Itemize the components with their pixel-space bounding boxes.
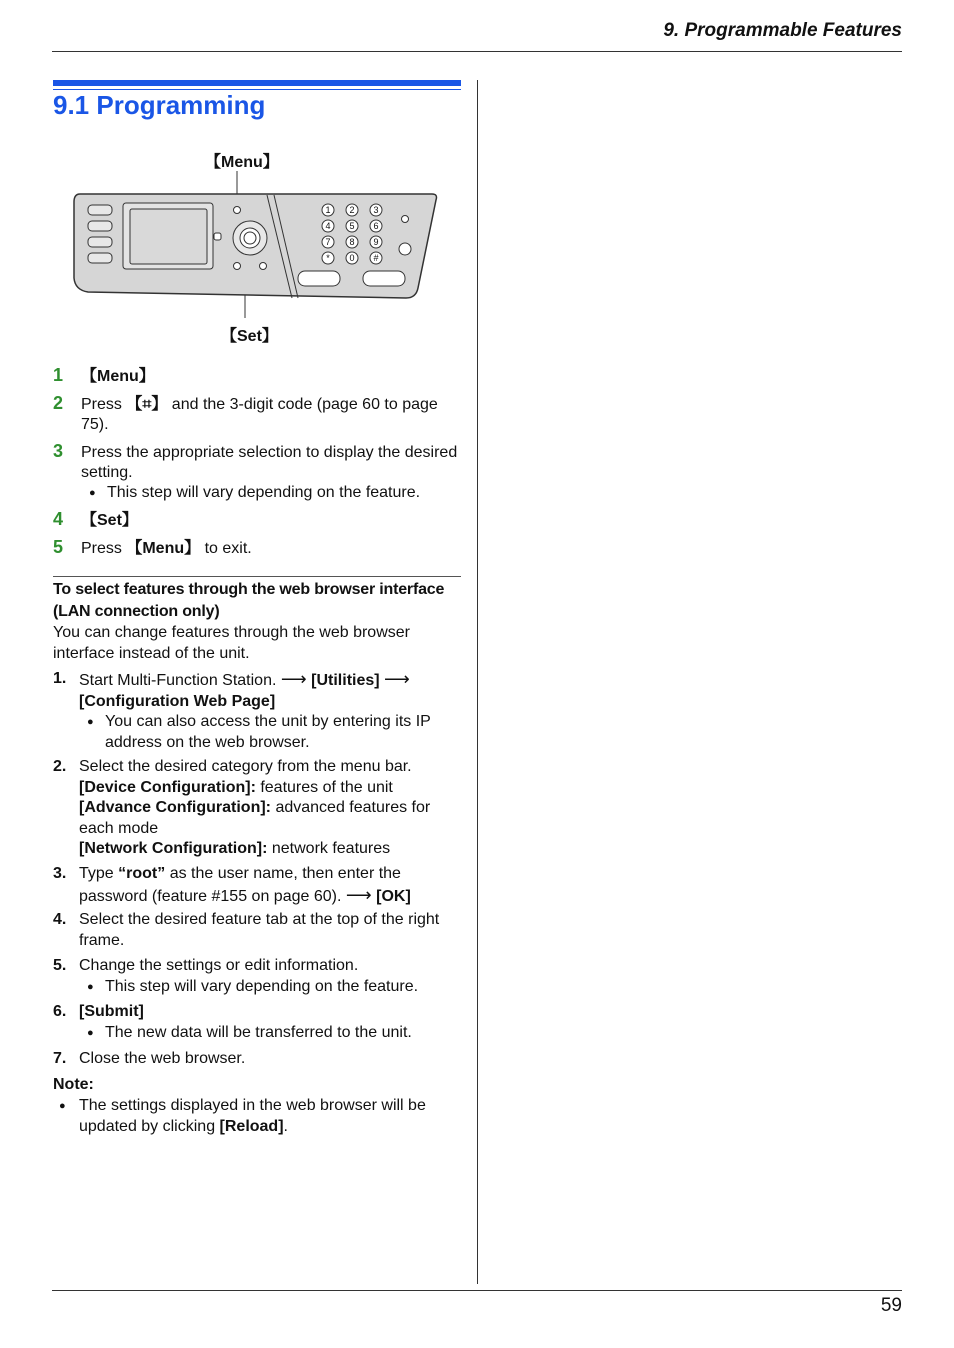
step-number: 5 xyxy=(53,537,64,557)
subsection-intro: You can change features through the web browser interface instead of the unit. xyxy=(53,624,410,662)
side-button-1 xyxy=(88,205,112,215)
footer-rule xyxy=(52,1290,902,1291)
web-step-number: 3. xyxy=(53,865,67,882)
header-rule xyxy=(52,51,902,52)
root-username: “root” xyxy=(118,865,166,882)
web-step-text: Type xyxy=(79,865,119,882)
subsection-rule xyxy=(53,576,461,577)
ok-label: [OK] xyxy=(376,887,411,905)
set-callout: 【Set】 xyxy=(221,328,278,345)
step-number: 4 xyxy=(53,509,64,529)
web-step-number: 5. xyxy=(53,957,67,974)
category-label: [Network Configuration]: xyxy=(79,840,268,857)
step-number: 3 xyxy=(53,441,64,461)
reload-label: [Reload] xyxy=(219,1117,284,1135)
keypad-key-label: * xyxy=(326,253,330,263)
step-text: 【Set】 xyxy=(81,512,138,529)
web-step-number: 4. xyxy=(53,911,67,928)
panel-key-c xyxy=(402,216,409,223)
note-label: Note: xyxy=(53,1076,94,1093)
web-step-text-rest: as the user name, then enter the password (feature #155 on page 60). xyxy=(79,865,401,905)
arrow-icon: ⟶ xyxy=(280,669,307,689)
config-web-page-label: [Configuration Web Page] xyxy=(79,692,276,710)
section-title: 9.1 Programming xyxy=(53,90,266,120)
keypad-key-label: 6 xyxy=(373,221,379,231)
category-label: [Advance Configuration]: xyxy=(79,799,271,816)
step-main-text: Press the appropriate selection to display the desired setting. xyxy=(81,444,458,481)
web-step-number: 7. xyxy=(53,1050,67,1067)
web-step-bullet: ● The new data will be transferred to the unit. xyxy=(79,1023,461,1044)
step-number: 2 xyxy=(53,393,64,413)
web-step-text: Start Multi-Function Station. xyxy=(79,672,277,689)
menu-key xyxy=(234,207,241,214)
step-rest-text: to exit. xyxy=(200,540,252,557)
note-text-end: . xyxy=(283,1117,288,1135)
panel-key-a xyxy=(234,263,241,270)
category-item xyxy=(79,778,461,799)
web-step-text: Close the web browser. xyxy=(79,1050,246,1067)
menu-callout: 【Menu】 xyxy=(205,154,279,171)
keypad-key-label: 2 xyxy=(349,205,355,215)
note-text: The settings displayed in the web browser will be updated by clicking xyxy=(79,1097,426,1135)
category-desc: advanced features for each mode xyxy=(79,799,431,837)
subsection-heading: To select features through the web browser interface (LAN connection only) xyxy=(53,581,445,620)
submit-label: [Submit] xyxy=(79,1003,144,1020)
web-step-bullet: ● You can also access the unit by entering its IP address on the web browser. xyxy=(79,712,461,753)
web-step-text: Select the desired category from the menu bar. xyxy=(79,758,412,775)
menu-key-label: 【Menu】 xyxy=(126,540,201,557)
keypad-key-label: 7 xyxy=(325,237,331,247)
side-button-3 xyxy=(88,237,112,247)
panel-key-b xyxy=(260,263,267,270)
hash-key-label: 【⌗】 xyxy=(126,396,168,413)
category-item xyxy=(79,839,461,860)
category-label: [Device Configuration]: xyxy=(79,778,256,796)
display-screen xyxy=(130,209,207,264)
step-text: 【Menu】 xyxy=(81,368,155,385)
column-divider xyxy=(477,80,478,1284)
set-key xyxy=(244,232,256,244)
step-text xyxy=(81,443,466,503)
step-number: 1 xyxy=(53,365,64,385)
keypad-key-label: 5 xyxy=(349,221,355,231)
keypad-key-label: 0 xyxy=(349,253,355,263)
keypad-key-label: 9 xyxy=(373,237,379,247)
step-text xyxy=(81,539,466,559)
running-header: 9. Programmable Features xyxy=(663,20,902,41)
start-button-left xyxy=(298,271,340,286)
page-number: 59 xyxy=(880,1295,902,1316)
screen-side-button xyxy=(214,233,221,240)
step-press-text: Press xyxy=(81,396,127,413)
web-step-text: Change the settings or edit information. xyxy=(79,957,359,974)
category-desc: network features xyxy=(267,840,391,857)
arrow-icon: ⟶ xyxy=(345,884,372,905)
panel-key-d xyxy=(399,243,411,255)
step-text xyxy=(81,395,466,435)
keypad-key-label: # xyxy=(373,253,379,263)
step-rest-text: and the 3-digit code (page 60 to page 75). xyxy=(81,396,438,433)
arrow-icon: ⟶ xyxy=(384,669,410,689)
step-press-text: Press xyxy=(81,540,127,557)
step-bullet: ● This step will vary depending on the feature. xyxy=(81,483,466,503)
web-step-number: 1. xyxy=(53,670,67,687)
section-bar xyxy=(53,80,461,86)
note-body xyxy=(53,1096,461,1137)
control-panel-illustration xyxy=(70,168,442,330)
keypad-key-label: 1 xyxy=(325,205,331,215)
web-step-text: Select the desired feature tab at the top of the right frame. xyxy=(79,911,440,949)
keypad-key-label: 8 xyxy=(349,237,355,247)
side-button-4 xyxy=(88,253,112,263)
category-desc: features of the unit xyxy=(255,778,393,796)
web-step-number: 6. xyxy=(53,1003,67,1020)
utilities-label: [Utilities] xyxy=(311,672,380,689)
keypad-key-label: 4 xyxy=(325,221,331,231)
web-step-bullet: ● This step will vary depending on the feature. xyxy=(79,977,461,998)
keypad-key-label: 3 xyxy=(373,205,379,215)
web-step-number: 2. xyxy=(53,758,67,775)
category-item xyxy=(79,798,461,839)
start-button-right xyxy=(363,271,405,286)
side-button-2 xyxy=(88,221,112,231)
